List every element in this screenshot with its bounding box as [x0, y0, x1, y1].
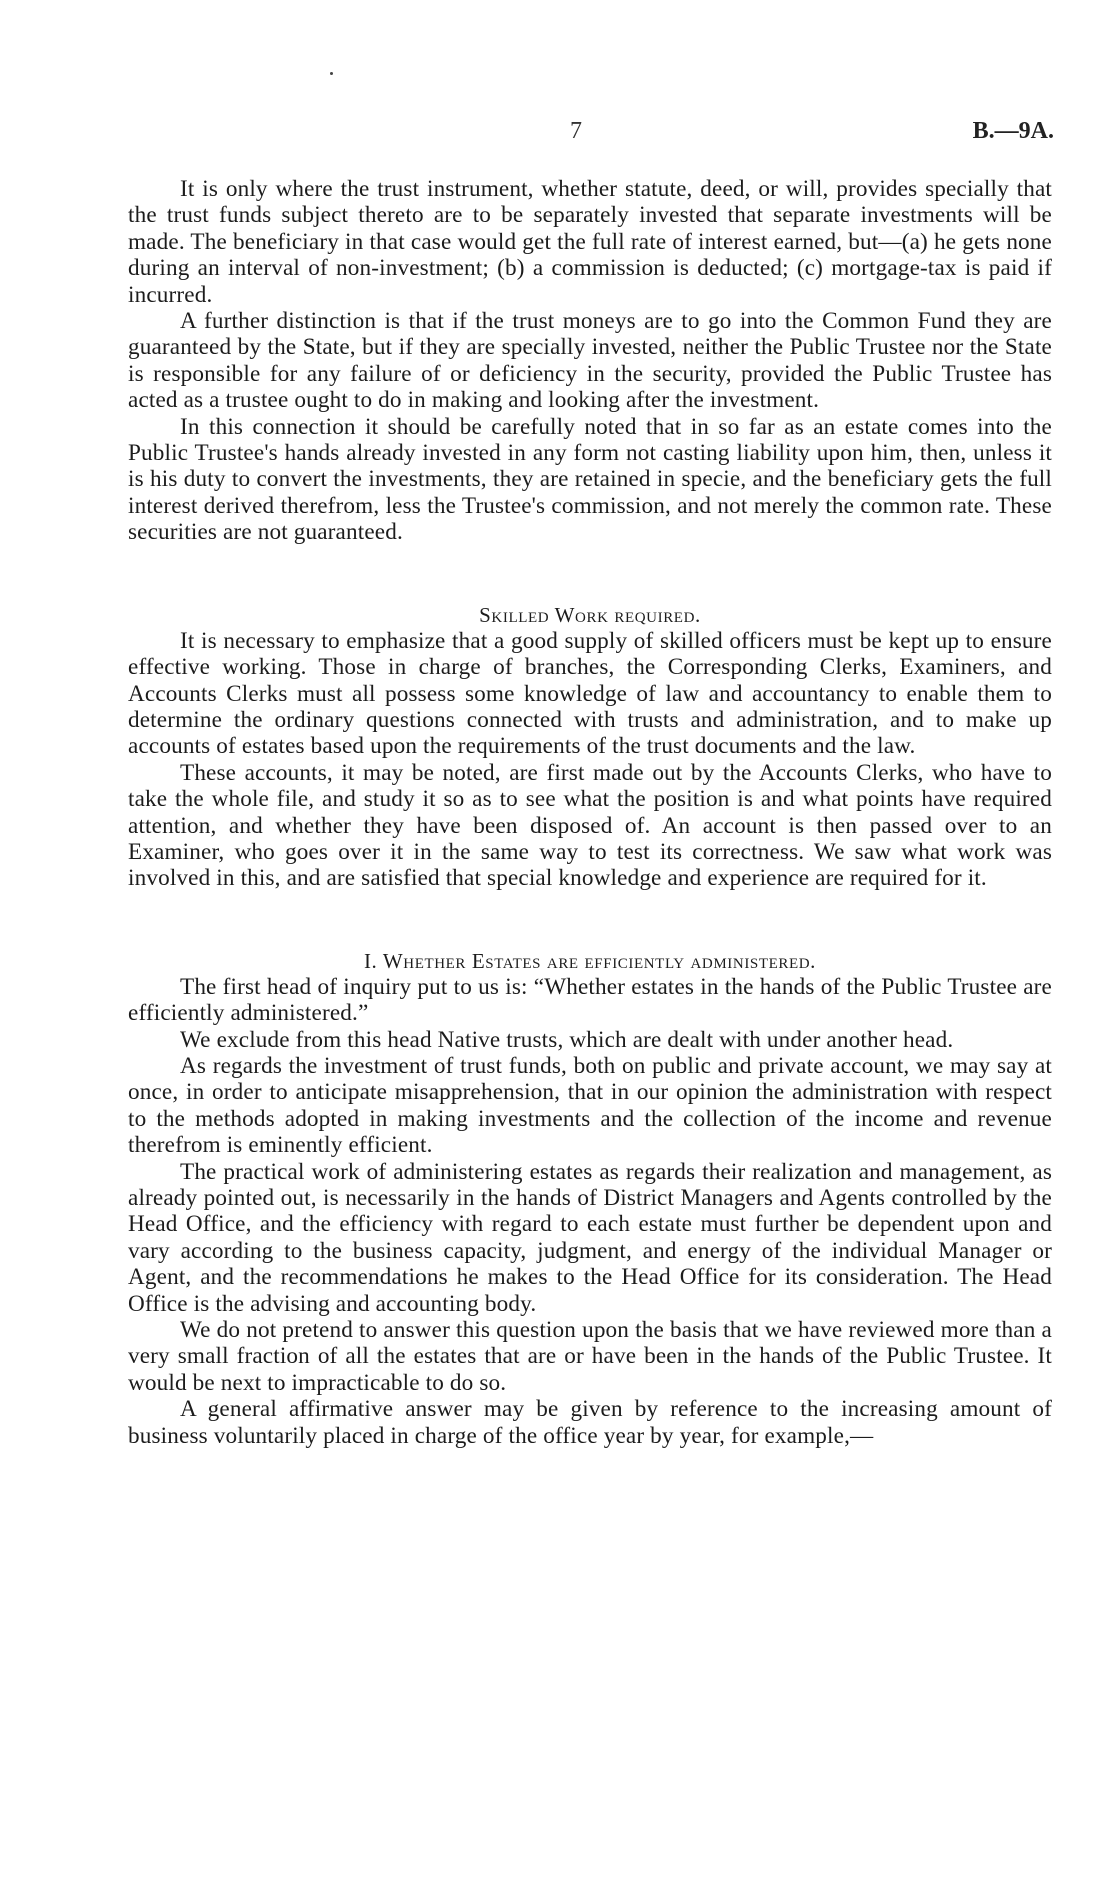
speck-mark — [330, 72, 333, 75]
paragraph-skilled-1: It is necessary to emphasize that a good supply of skilled officers must be kept up to ensure effective working. Those in charge of branches, the Corresponding Clerks, Examiners, and Accounts Clerks must all possess some knowledge of law and accountancy to enable them to determine the ordinary questions connected with trusts and administration, and to make up accounts of estates based upon the requirements of the trust documents and the law. — [128, 627, 1052, 760]
paragraph-estates-2: We exclude from this head Native trusts, which are dealt with under another head. — [180, 1026, 954, 1053]
page-reference: B.—9A. — [972, 118, 1054, 144]
page-number: 7 — [570, 118, 582, 144]
paragraph-estates-4: The practical work of administering estates as regards their realization and management, as already pointed out, is necessarily in the hands of District Managers and Agents controlled by the Head Office, and the efficiency with regard to each estate must further be dependent upon and vary according to the business capacity, judgment, and energy of the individual Manager or Agent, and the recommendations he makes to the Head Office for its consideration. The Head Office is the advising and accounting body. — [128, 1158, 1052, 1317]
paragraph-intro-1: It is only where the trust instrument, whether statute, deed, or will, provides specially that the trust funds subject thereto are to be separately invested that separate investments will be made. The beneficiary in that case would get the full rate of interest earned, but—(a) he gets none during an interval of non-investment; (b) a commission is deducted; (c) mortgage-tax is paid if incurred. — [128, 176, 1052, 308]
section-heading-estates: I. Whether Estates are efficiently administered. — [363, 948, 817, 973]
paragraph-estates-5: We do not pretend to answer this question upon the basis that we have reviewed more than a very small fraction of all the estates that are or have been in the hands of the Public Trustee. It would be next to impracticable to do so. — [128, 1317, 1052, 1396]
paragraph-intro-3: In this connection it should be carefully noted that in so far as an estate comes into the Public Trustee's hands already invested in any form not casting liability upon him, then, unless it is his duty to convert the investments, they are retained in specie, and the beneficiary gets the full interest derived therefrom, less the Trustee's commission, and not merely the common rate. These securities are not guaranteed. — [128, 413, 1052, 546]
paragraph-estates-6: A general affirmative answer may be given by reference to the increasing amount of business voluntarily placed in charge of the office year by year, for example,— — [128, 1396, 1052, 1449]
paragraph-skilled-2: These accounts, it may be noted, are first made out by the Accounts Clerks, who have to take the whole file, and study it so as to see what the position is and what points have required attention, and whether they have been disposed of. An account is then passed over to an Examiner, who goes over it in the same way to test its correctness. We saw what work was involved in this, and are satisfied that special knowledge and experience are required for it. — [128, 759, 1052, 892]
body-text — [128, 176, 1052, 1449]
paragraph-intro-2: A further distinction is that if the trust moneys are to go into the Common Fund they are guaranteed by the State, but if they are specially invested, neither the Public Trustee nor the State is responsible for any failure of or deficiency in the security, provided the Public Trustee has acted as a trustee ought to do in making and looking after the investment. — [128, 308, 1052, 414]
section-heading-skilled-work: Skilled Work required. — [479, 602, 701, 627]
paragraph-estates-1: The first head of inquiry put to us is: “Whether estates in the hands of the Public Trustee are efficiently administered.” — [128, 973, 1052, 1027]
paragraph-estates-3: As regards the investment of trust funds, both on public and private account, we may say at once, in order to anticipate misapprehension, that in our opinion the administration with respect to the methods adopted in making investments and the collection of the income and revenue therefrom is eminently efficient. — [128, 1052, 1052, 1159]
